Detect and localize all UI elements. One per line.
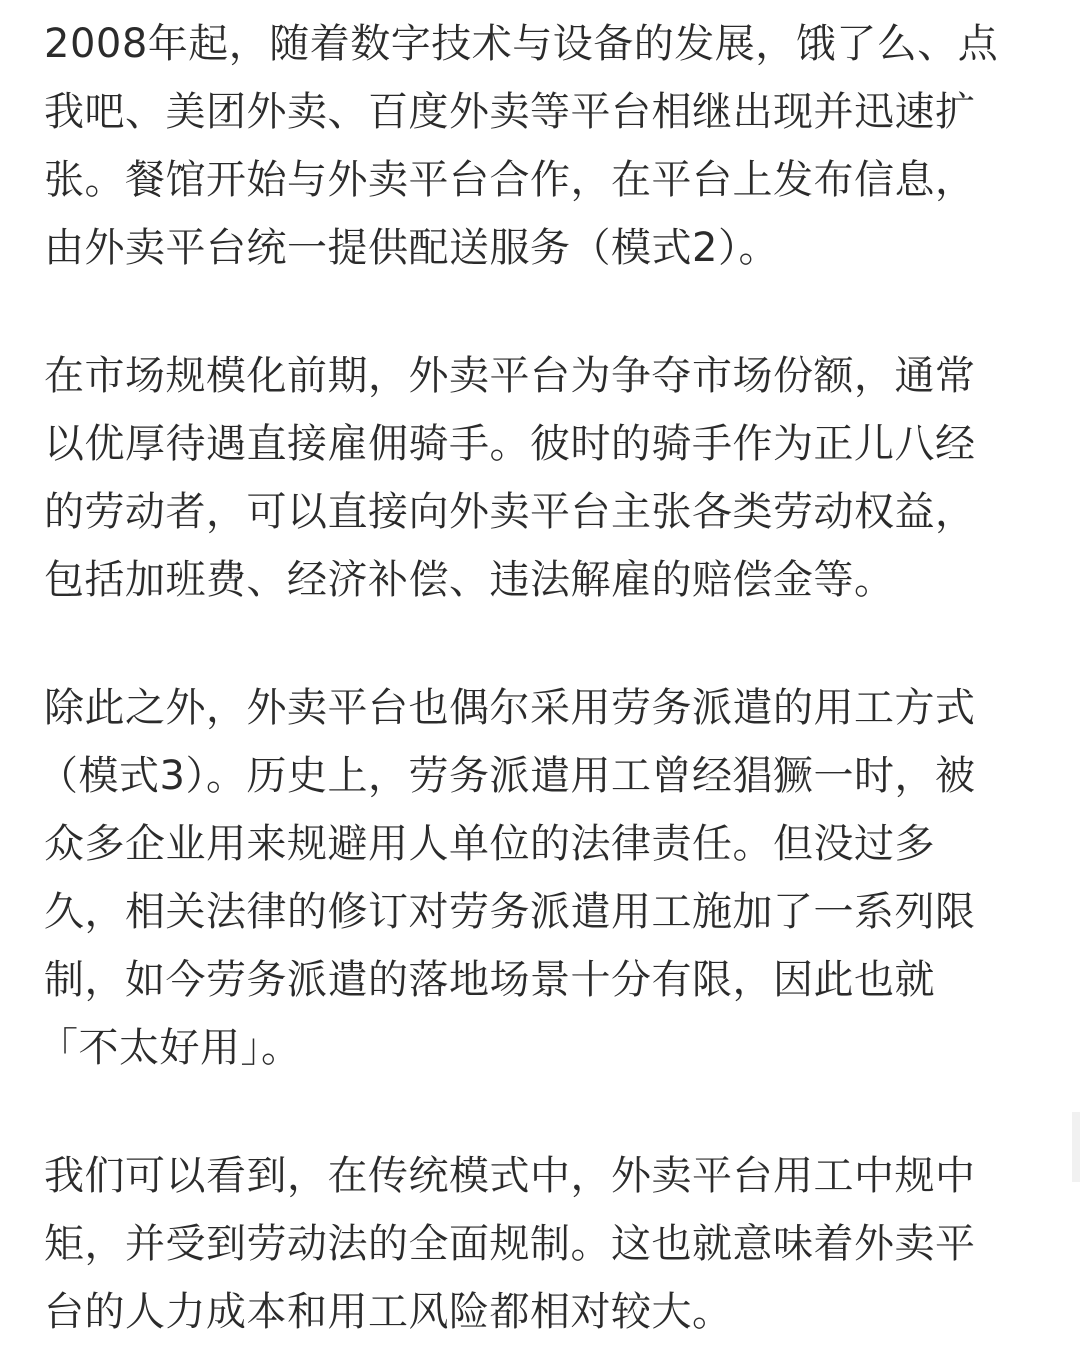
paragraph-platform-emergence [44,10,1044,282]
text-line: 以优厚待遇直接雇佣骑手。彼时的骑手作为正儿八经 [44,421,976,467]
text-line: 包括加班费、经济补偿、违法解雇的赔偿金等。 [44,557,895,603]
text-line: 由外卖平台统一提供配送服务（模式2）。 [44,225,779,271]
text-line: （模式3）。历史上，劳务派遣用工曾经猖獗一时，被 [38,753,976,799]
paragraph-conclusion [44,1142,1044,1346]
text-line: 矩，并受到劳动法的全面规制。这也就意味着外卖平 [44,1221,976,1267]
text-line: 制，如今劳务派遣的落地场景十分有限，因此也就 [44,957,935,1003]
text-line: 久，相关法律的修订对劳务派遣用工施加了一系列限 [44,889,976,935]
article-body [38,10,1044,1346]
text-line: 张。餐馆开始与外卖平台合作，在平台上发布信息， [44,157,976,203]
text-line: 除此之外，外卖平台也偶尔采用劳务派遣的用工方式 [44,685,976,731]
text-line: 「不太好用」。 [38,1025,302,1071]
text-line: 的劳动者，可以直接向外卖平台主张各类劳动权益， [44,489,976,535]
text-line: 2008年起，随着数字技术与设备的发展，饿了么、点 [44,21,999,67]
text-line: 在市场规模化前期，外卖平台为争夺市场份额，通常 [44,353,976,399]
scroll-edge-strip [1072,1112,1080,1182]
text-line: 我吧、美团外卖、百度外卖等平台相继出现并迅速扩 [44,89,976,135]
paragraph-direct-hiring [44,342,1044,614]
paragraph-labor-dispatch [38,674,1044,1082]
text-line: 我们可以看到，在传统模式中，外卖平台用工中规中 [44,1153,976,1199]
text-line: 众多企业用来规避用人单位的法律责任。但没过多 [44,821,935,867]
text-line: 台的人力成本和用工风险都相对较大。 [44,1289,733,1335]
